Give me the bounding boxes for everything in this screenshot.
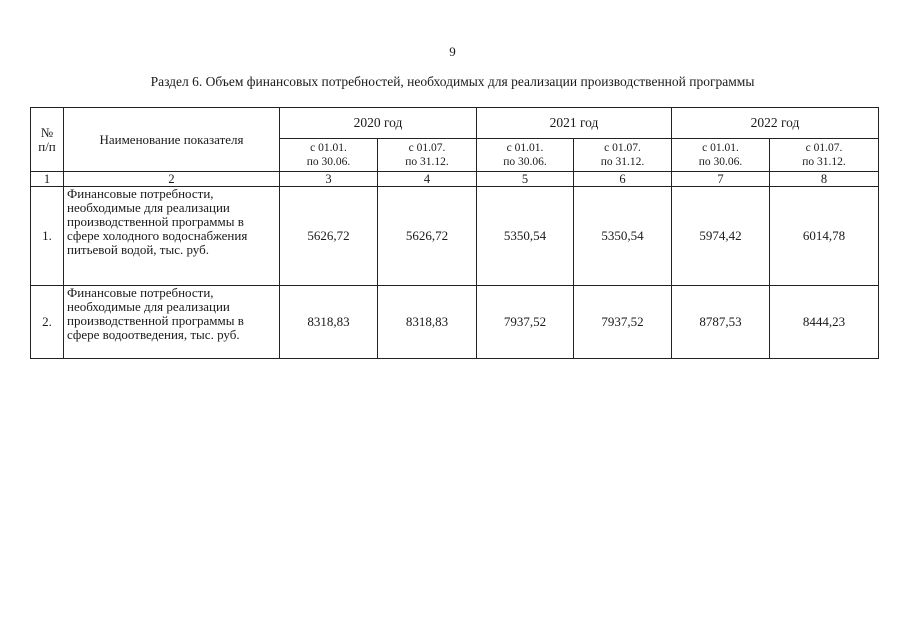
period-start: с 01.01. bbox=[506, 142, 544, 154]
value-2020-h1: 5626,72 bbox=[280, 187, 378, 286]
header-period-2021-h2 bbox=[574, 139, 672, 172]
row-number: 1. bbox=[31, 187, 64, 286]
value-2020-h1: 8318,83 bbox=[280, 286, 378, 359]
header-period-2022-h2 bbox=[770, 139, 879, 172]
value-2022-h2: 6014,78 bbox=[770, 187, 879, 286]
period-end: по 30.06. bbox=[306, 156, 351, 168]
header-period-2020-h1 bbox=[280, 139, 378, 172]
period-end: по 31.12. bbox=[802, 156, 846, 168]
period-end: по 30.06. bbox=[698, 156, 743, 168]
header-indicator-name: Наименование показателя bbox=[64, 108, 280, 172]
header-number-abbr: п/п bbox=[38, 138, 56, 154]
header-year-2020: 2020 год bbox=[280, 108, 477, 139]
period-start: с 01.01. bbox=[702, 142, 739, 154]
column-number-2: 2 bbox=[64, 172, 280, 187]
header-year-2022: 2022 год bbox=[672, 108, 879, 139]
period-end: по 31.12. bbox=[600, 156, 645, 168]
header-row-years bbox=[31, 108, 879, 139]
column-number-1: 1 bbox=[31, 172, 64, 187]
page-number: 9 bbox=[449, 44, 456, 59]
header-period-2022-h1 bbox=[672, 139, 770, 172]
row-number: 2. bbox=[31, 286, 64, 359]
value-2022-h1: 5974,42 bbox=[672, 187, 770, 286]
header-number-sign: № bbox=[40, 124, 54, 140]
period-start: с 01.07. bbox=[604, 142, 641, 154]
period-start: с 01.07. bbox=[805, 142, 843, 154]
value-2021-h1: 7937,52 bbox=[477, 286, 574, 359]
period-end: по 31.12. bbox=[405, 156, 449, 168]
period-end: по 30.06. bbox=[503, 156, 547, 168]
value-2021-h2: 7937,52 bbox=[574, 286, 672, 359]
column-number-row bbox=[31, 172, 879, 187]
value-2020-h2: 8318,83 bbox=[378, 286, 477, 359]
value-2022-h2: 8444,23 bbox=[770, 286, 879, 359]
financial-needs-table bbox=[30, 107, 879, 359]
value-2021-h1: 5350,54 bbox=[477, 187, 574, 286]
value-2022-h1: 8787,53 bbox=[672, 286, 770, 359]
value-2020-h2: 5626,72 bbox=[378, 187, 477, 286]
header-row-number bbox=[31, 108, 64, 172]
column-number-6: 6 bbox=[574, 172, 672, 187]
table-row-water-supply bbox=[31, 187, 879, 286]
column-number-3: 3 bbox=[280, 172, 378, 187]
section-title: Раздел 6. Объем финансовых потребностей, необходимых для реализации производственной программы bbox=[150, 74, 755, 89]
row-indicator-name: Финансовые потребности, необходимые для реализации производственной программы в сфере водоотведения, тыс. руб. bbox=[64, 286, 280, 359]
table-row-wastewater bbox=[31, 286, 879, 359]
column-number-4: 4 bbox=[378, 172, 477, 187]
column-number-5: 5 bbox=[477, 172, 574, 187]
header-period-2020-h2 bbox=[378, 139, 477, 172]
column-number-7: 7 bbox=[672, 172, 770, 187]
column-number-8: 8 bbox=[770, 172, 879, 187]
header-year-2021: 2021 год bbox=[477, 108, 672, 139]
row-indicator-name: Финансовые потребности, необходимые для реализации производственной программы в сфере холодного водоснабжения питьевой водой, тыс. руб. bbox=[64, 187, 280, 286]
value-2021-h2: 5350,54 bbox=[574, 187, 672, 286]
period-start: с 01.07. bbox=[408, 142, 446, 154]
header-period-2021-h1 bbox=[477, 139, 574, 172]
period-start: с 01.01. bbox=[310, 142, 347, 154]
